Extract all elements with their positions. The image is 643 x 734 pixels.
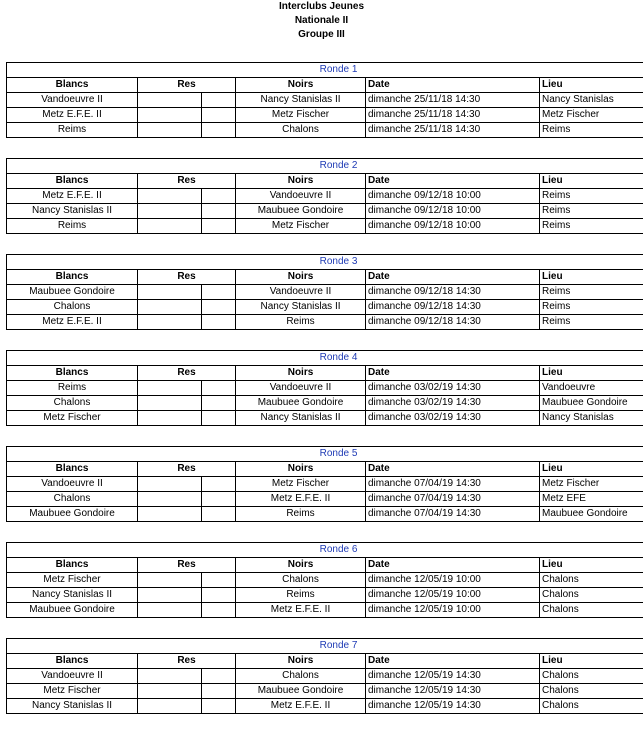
cell-res-white [138,204,202,219]
cell-date: dimanche 09/12/18 14:30 [366,315,540,330]
cell-res-black [202,669,236,684]
cell-noirs: Chalons [236,123,366,138]
cell-blancs: Maubuee Gondoire [7,507,138,522]
cell-res-white [138,300,202,315]
cell-res-black [202,477,236,492]
column-header-res: Res [138,654,236,669]
cell-res-white [138,315,202,330]
cell-res-white [138,123,202,138]
table-row [7,381,643,396]
column-header-noirs: Noirs [236,654,366,669]
cell-res-black [202,603,236,618]
column-header-res: Res [138,174,236,189]
cell-date: dimanche 09/12/18 14:30 [366,300,540,315]
cell-blancs: Maubuee Gondoire [7,285,138,300]
cell-noirs: Chalons [236,669,366,684]
table-row [7,300,643,315]
round-table [6,638,643,714]
cell-lieu: Maubuee Gondoire [540,396,643,411]
cell-blancs: Metz Fischer [7,684,138,699]
column-header-date: Date [366,558,540,573]
cell-noirs: Reims [236,588,366,603]
column-header-res: Res [138,366,236,381]
cell-date: dimanche 12/05/19 14:30 [366,669,540,684]
cell-blancs: Chalons [7,396,138,411]
cell-res-white [138,684,202,699]
cell-res-black [202,381,236,396]
cell-date: dimanche 12/05/19 14:30 [366,699,540,714]
cell-date: dimanche 09/12/18 10:00 [366,204,540,219]
cell-blancs: Metz E.F.E. II [7,108,138,123]
table-row [7,573,643,588]
column-header-res: Res [138,270,236,285]
table-row [7,492,643,507]
table-row [7,123,643,138]
cell-blancs: Metz Fischer [7,411,138,426]
round-title: Ronde 2 [7,159,643,174]
cell-res-white [138,507,202,522]
cell-res-white [138,285,202,300]
column-header-lieu: Lieu [540,462,643,477]
cell-lieu: Chalons [540,669,643,684]
cell-lieu: Nancy Stanislas [540,411,643,426]
table-row [7,669,643,684]
table-row [7,588,643,603]
cell-res-black [202,411,236,426]
cell-lieu: Chalons [540,588,643,603]
cell-lieu: Reims [540,300,643,315]
cell-date: dimanche 09/12/18 14:30 [366,285,540,300]
cell-lieu: Nancy Stanislas [540,93,643,108]
cell-res-black [202,573,236,588]
round-title: Ronde 7 [7,639,643,654]
cell-res-white [138,477,202,492]
cell-res-black [202,315,236,330]
cell-date: dimanche 12/05/19 10:00 [366,573,540,588]
cell-date: dimanche 03/02/19 14:30 [366,381,540,396]
cell-lieu: Chalons [540,603,643,618]
cell-blancs: Nancy Stanislas II [7,588,138,603]
cell-res-white [138,573,202,588]
cell-lieu: Maubuee Gondoire [540,507,643,522]
cell-res-black [202,492,236,507]
column-header-noirs: Noirs [236,174,366,189]
cell-res-black [202,204,236,219]
cell-res-white [138,396,202,411]
cell-res-black [202,285,236,300]
cell-noirs: Maubuee Gondoire [236,684,366,699]
table-row [7,93,643,108]
cell-res-white [138,699,202,714]
cell-noirs: Maubuee Gondoire [236,204,366,219]
round-table [6,350,643,426]
table-row [7,219,643,234]
round-block [6,254,637,330]
cell-res-white [138,588,202,603]
cell-blancs: Nancy Stanislas II [7,204,138,219]
cell-noirs: Vandoeuvre II [236,189,366,204]
round-table [6,158,643,234]
round-title: Ronde 6 [7,543,643,558]
table-row [7,189,643,204]
cell-blancs: Vandoeuvre II [7,477,138,492]
header-group: Groupe III [0,28,643,42]
column-header-blancs: Blancs [7,366,138,381]
column-header-noirs: Noirs [236,270,366,285]
round-title: Ronde 3 [7,255,643,270]
cell-res-white [138,189,202,204]
column-header-blancs: Blancs [7,174,138,189]
cell-res-black [202,684,236,699]
column-header-date: Date [366,78,540,93]
column-header-date: Date [366,174,540,189]
table-row [7,204,643,219]
cell-blancs: Metz E.F.E. II [7,315,138,330]
document-header [0,0,643,42]
column-header-blancs: Blancs [7,654,138,669]
column-header-lieu: Lieu [540,270,643,285]
column-header-res: Res [138,462,236,477]
cell-res-black [202,588,236,603]
cell-noirs: Metz Fischer [236,219,366,234]
cell-noirs: Chalons [236,573,366,588]
column-header-blancs: Blancs [7,270,138,285]
cell-date: dimanche 07/04/19 14:30 [366,492,540,507]
cell-noirs: Reims [236,507,366,522]
cell-noirs: Nancy Stanislas II [236,300,366,315]
cell-date: dimanche 12/05/19 14:30 [366,684,540,699]
table-row [7,315,643,330]
cell-res-black [202,507,236,522]
cell-lieu: Chalons [540,684,643,699]
header-division: Nationale II [0,14,643,28]
column-header-date: Date [366,270,540,285]
cell-noirs: Metz E.F.E. II [236,603,366,618]
cell-lieu: Metz EFE [540,492,643,507]
cell-noirs: Nancy Stanislas II [236,411,366,426]
cell-lieu: Reims [540,219,643,234]
round-table [6,254,643,330]
cell-noirs: Metz Fischer [236,477,366,492]
cell-lieu: Metz Fischer [540,477,643,492]
cell-noirs: Maubuee Gondoire [236,396,366,411]
table-row [7,108,643,123]
round-title: Ronde 1 [7,63,643,78]
column-header-date: Date [366,462,540,477]
table-row [7,699,643,714]
cell-res-white [138,381,202,396]
cell-noirs: Vandoeuvre II [236,381,366,396]
column-header-row [7,558,643,573]
cell-blancs: Vandoeuvre II [7,93,138,108]
column-header-blancs: Blancs [7,462,138,477]
column-header-lieu: Lieu [540,366,643,381]
cell-date: dimanche 25/11/18 14:30 [366,108,540,123]
cell-res-black [202,396,236,411]
cell-res-black [202,93,236,108]
column-header-noirs: Noirs [236,558,366,573]
table-row [7,477,643,492]
rounds-list [6,62,637,734]
column-header-lieu: Lieu [540,654,643,669]
round-block [6,542,637,618]
cell-res-white [138,219,202,234]
column-header-row [7,366,643,381]
cell-noirs: Metz E.F.E. II [236,492,366,507]
round-title: Ronde 4 [7,351,643,366]
cell-lieu: Reims [540,189,643,204]
table-row [7,684,643,699]
cell-blancs: Metz E.F.E. II [7,189,138,204]
column-header-noirs: Noirs [236,462,366,477]
cell-res-black [202,219,236,234]
cell-blancs: Reims [7,381,138,396]
cell-res-white [138,669,202,684]
column-header-row [7,174,643,189]
column-header-row [7,654,643,669]
column-header-res: Res [138,78,236,93]
cell-res-black [202,123,236,138]
table-row [7,396,643,411]
cell-date: dimanche 07/04/19 14:30 [366,507,540,522]
header-title: Interclubs Jeunes [0,0,643,14]
column-header-lieu: Lieu [540,174,643,189]
round-block [6,62,637,138]
table-row [7,285,643,300]
round-block [6,158,637,234]
cell-date: dimanche 12/05/19 10:00 [366,603,540,618]
cell-noirs: Metz Fischer [236,108,366,123]
cell-date: dimanche 25/11/18 14:30 [366,93,540,108]
column-header-noirs: Noirs [236,366,366,381]
cell-blancs: Reims [7,219,138,234]
table-row [7,603,643,618]
cell-lieu: Chalons [540,699,643,714]
cell-blancs: Reims [7,123,138,138]
cell-res-white [138,492,202,507]
cell-date: dimanche 12/05/19 10:00 [366,588,540,603]
column-header-res: Res [138,558,236,573]
table-row [7,507,643,522]
cell-noirs: Metz E.F.E. II [236,699,366,714]
column-header-lieu: Lieu [540,78,643,93]
cell-lieu: Reims [540,123,643,138]
cell-noirs: Vandoeuvre II [236,285,366,300]
column-header-blancs: Blancs [7,78,138,93]
cell-blancs: Nancy Stanislas II [7,699,138,714]
round-title: Ronde 5 [7,447,643,462]
column-header-date: Date [366,366,540,381]
cell-res-white [138,108,202,123]
column-header-row [7,462,643,477]
cell-noirs: Nancy Stanislas II [236,93,366,108]
cell-res-black [202,108,236,123]
cell-res-black [202,189,236,204]
cell-noirs: Reims [236,315,366,330]
round-block [6,350,637,426]
round-table [6,446,643,522]
cell-blancs: Vandoeuvre II [7,669,138,684]
cell-lieu: Chalons [540,573,643,588]
round-table [6,62,643,138]
cell-date: dimanche 09/12/18 10:00 [366,219,540,234]
cell-date: dimanche 07/04/19 14:30 [366,477,540,492]
column-header-blancs: Blancs [7,558,138,573]
cell-blancs: Metz Fischer [7,573,138,588]
cell-lieu: Reims [540,285,643,300]
cell-lieu: Reims [540,315,643,330]
cell-res-black [202,699,236,714]
cell-lieu: Reims [540,204,643,219]
cell-blancs: Chalons [7,492,138,507]
cell-res-white [138,411,202,426]
cell-lieu: Metz Fischer [540,108,643,123]
cell-date: dimanche 09/12/18 10:00 [366,189,540,204]
cell-date: dimanche 03/02/19 14:30 [366,411,540,426]
cell-lieu: Vandoeuvre [540,381,643,396]
cell-res-white [138,603,202,618]
cell-res-white [138,93,202,108]
round-block [6,446,637,522]
column-header-date: Date [366,654,540,669]
table-row [7,411,643,426]
column-header-lieu: Lieu [540,558,643,573]
round-table [6,542,643,618]
round-block [6,638,637,714]
column-header-noirs: Noirs [236,78,366,93]
cell-blancs: Chalons [7,300,138,315]
cell-date: dimanche 25/11/18 14:30 [366,123,540,138]
column-header-row [7,78,643,93]
cell-res-black [202,300,236,315]
cell-date: dimanche 03/02/19 14:30 [366,396,540,411]
cell-blancs: Maubuee Gondoire [7,603,138,618]
column-header-row [7,270,643,285]
